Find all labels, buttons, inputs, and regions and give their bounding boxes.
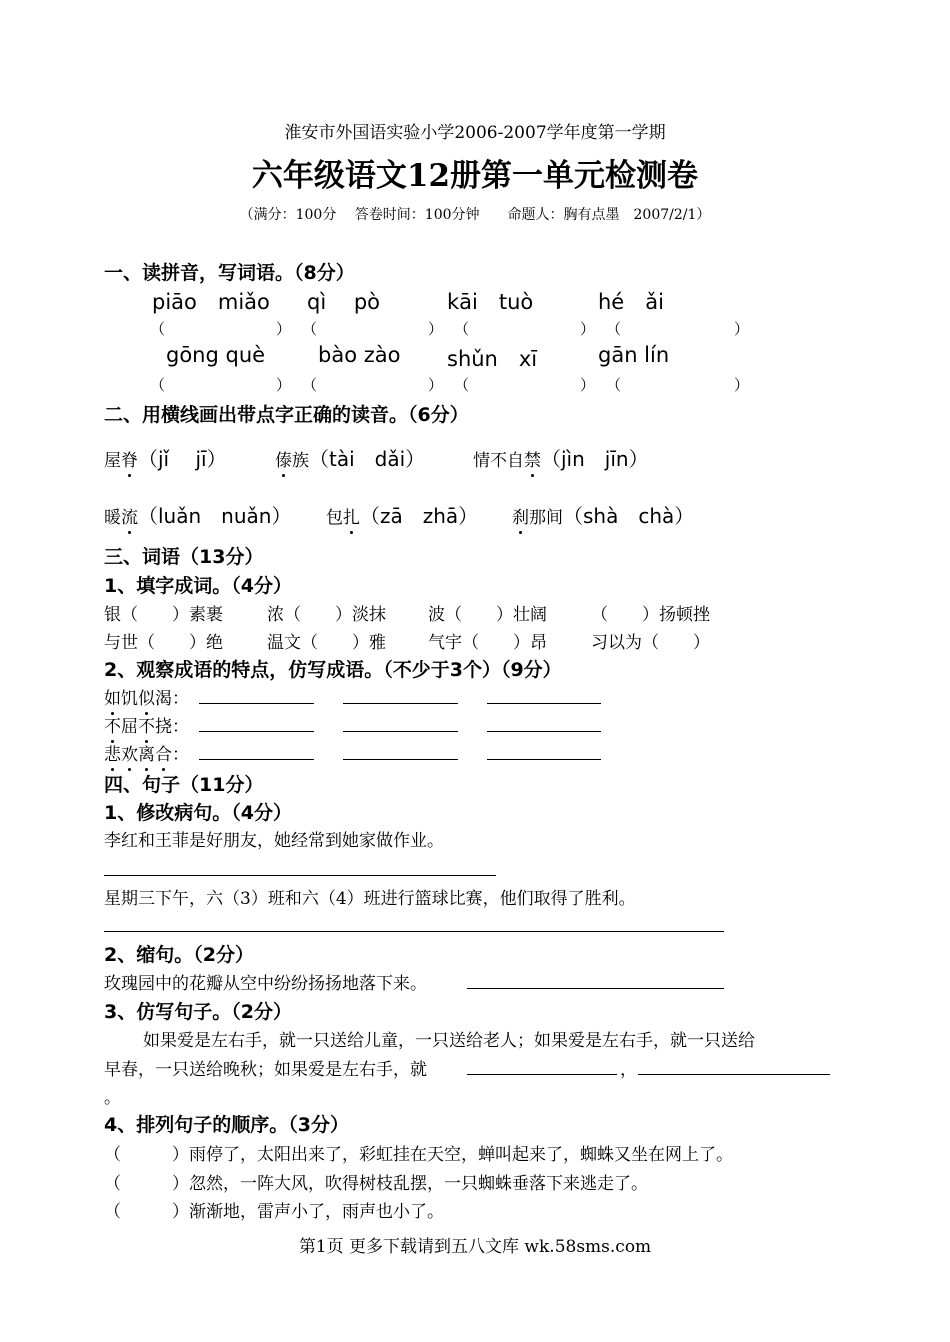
answer-paren-open: （ bbox=[150, 320, 166, 338]
reading-item: 傣族（tài dǎi） bbox=[275, 447, 426, 471]
answer-line[interactable] bbox=[104, 875, 496, 876]
question-4-1: 1、修改病句。（4分） bbox=[104, 802, 292, 824]
question-4-2: 2、缩句。（2分） bbox=[104, 944, 254, 966]
page-footer: 第1页 更多下载请到五八文库 wk.58sms.com bbox=[298, 1237, 652, 1257]
answer-line[interactable] bbox=[343, 703, 458, 704]
fill-word: 波（ ）壮阔 bbox=[428, 605, 547, 625]
exam-meta: （满分：100分 答卷时间：100分钟 命题人：胸有点墨 2007/2/1） bbox=[239, 207, 711, 223]
fill-word: 浓（ ）淡抹 bbox=[267, 605, 386, 625]
question-4-4: 4、排列句子的顺序。（3分） bbox=[104, 1114, 349, 1136]
school-subtitle: 淮安市外国语实验小学2006-2007学年度第一学期 bbox=[284, 123, 666, 143]
answer-paren-close: ） bbox=[580, 376, 596, 394]
idiom-prompt: 如饥似渴： bbox=[104, 689, 189, 709]
reading-item: 暖流（luǎn nuǎn） bbox=[104, 504, 292, 528]
answer-paren-open: （ bbox=[302, 320, 318, 338]
answer-paren-close: ） bbox=[276, 376, 292, 394]
reading-item: 包扎（zā zhā） bbox=[326, 504, 479, 528]
answer-paren-open: （ bbox=[150, 376, 166, 394]
page-title: 六年级语文12册第一单元检测卷 bbox=[251, 158, 699, 194]
pinyin-8: gān lín bbox=[598, 343, 670, 367]
question-3-1: 1、填字成词。（4分） bbox=[104, 575, 292, 597]
section-3-heading: 三、词语（13分） bbox=[104, 546, 264, 568]
faulty-sentence-2: 星期三下午，六（3）班和六（4）班进行篮球比赛，他们取得了胜利。 bbox=[104, 889, 636, 909]
answer-line[interactable] bbox=[487, 703, 601, 704]
imitate-period: 。 bbox=[104, 1088, 121, 1108]
section-1-heading: 一、读拼音，写词语。（8分） bbox=[104, 262, 355, 284]
answer-paren-close: ） bbox=[428, 320, 444, 338]
pinyin-3: kāi tuò bbox=[447, 290, 534, 314]
pinyin-4: hé ǎi bbox=[598, 290, 664, 314]
answer-paren-close: ） bbox=[734, 376, 750, 394]
imitate-text-2: 早春，一只送给晚秋；如果爱是左右手，就 bbox=[104, 1060, 427, 1080]
section-4-heading: 四、句子（11分） bbox=[104, 774, 264, 796]
pinyin-2: qì pò bbox=[307, 290, 381, 314]
fill-word: 银（ ）素裹 bbox=[104, 605, 223, 625]
pinyin-5: gōng què bbox=[166, 343, 266, 367]
fill-word: 习以为（ ） bbox=[591, 633, 710, 653]
answer-line[interactable] bbox=[199, 731, 314, 732]
imitate-comma: ， bbox=[620, 1060, 637, 1080]
fill-word: （ ）扬顿挫 bbox=[591, 605, 710, 625]
answer-paren-close: ） bbox=[580, 320, 596, 338]
answer-paren-open: （ bbox=[454, 376, 470, 394]
answer-line[interactable] bbox=[638, 1074, 830, 1075]
question-3-2: 2、观察成语的特点，仿写成语。（不少于3个）（9分） bbox=[104, 659, 562, 681]
answer-paren-open: （ bbox=[606, 376, 622, 394]
answer-line[interactable] bbox=[104, 931, 724, 932]
answer-line[interactable] bbox=[467, 1074, 617, 1075]
order-sentence: （ ）忽然，一阵大风，吹得树枝乱摆，一只蜘蛛垂落下来逃走了。 bbox=[104, 1174, 648, 1194]
pinyin-6: bào zào bbox=[318, 343, 401, 367]
answer-paren-open: （ bbox=[454, 320, 470, 338]
imitate-text-1: 如果爱是左右手，就一只送给儿童，一只送给老人；如果爱是左右手，就一只送给 bbox=[143, 1031, 755, 1051]
fill-word: 气宇（ ）昂 bbox=[428, 633, 547, 653]
pinyin-1: piāo miǎo bbox=[152, 290, 270, 314]
answer-line[interactable] bbox=[467, 988, 724, 989]
fill-word: 与世（ ）绝 bbox=[104, 633, 223, 653]
answer-line[interactable] bbox=[487, 759, 601, 760]
reading-item: 情不自禁（jìn jīn） bbox=[473, 447, 649, 471]
answer-paren-close: ） bbox=[734, 320, 750, 338]
fill-word: 温文（ ）雅 bbox=[267, 633, 386, 653]
section-2-heading: 二、用横线画出带点字正确的读音。（6分） bbox=[104, 404, 469, 426]
answer-paren-open: （ bbox=[606, 320, 622, 338]
reading-item: 屋脊（jǐ jī） bbox=[104, 447, 227, 471]
answer-paren-close: ） bbox=[276, 320, 292, 338]
answer-line[interactable] bbox=[199, 759, 314, 760]
order-sentence: （ ）渐渐地，雷声小了，雨声也小了。 bbox=[104, 1202, 444, 1222]
question-4-3: 3、仿写句子。（2分） bbox=[104, 1001, 292, 1023]
answer-paren-close: ） bbox=[428, 376, 444, 394]
reading-item: 刹那间（shà chà） bbox=[512, 504, 695, 528]
order-sentence: （ ）雨停了，太阳出来了，彩虹挂在天空，蝉叫起来了，蜘蛛又坐在网上了。 bbox=[104, 1145, 733, 1165]
answer-line[interactable] bbox=[487, 731, 601, 732]
faulty-sentence-1: 李红和王菲是好朋友，她经常到她家做作业。 bbox=[104, 831, 444, 851]
idiom-prompt: 悲欢离合： bbox=[104, 745, 189, 765]
answer-paren-open: （ bbox=[302, 376, 318, 394]
answer-line[interactable] bbox=[343, 731, 458, 732]
shrink-sentence: 玫瑰园中的花瓣从空中纷纷扬扬地落下来。 bbox=[104, 974, 427, 994]
pinyin-7: shǔn xī bbox=[447, 347, 538, 371]
idiom-prompt: 不屈不挠： bbox=[104, 717, 189, 737]
answer-line[interactable] bbox=[199, 703, 314, 704]
answer-line[interactable] bbox=[343, 759, 458, 760]
